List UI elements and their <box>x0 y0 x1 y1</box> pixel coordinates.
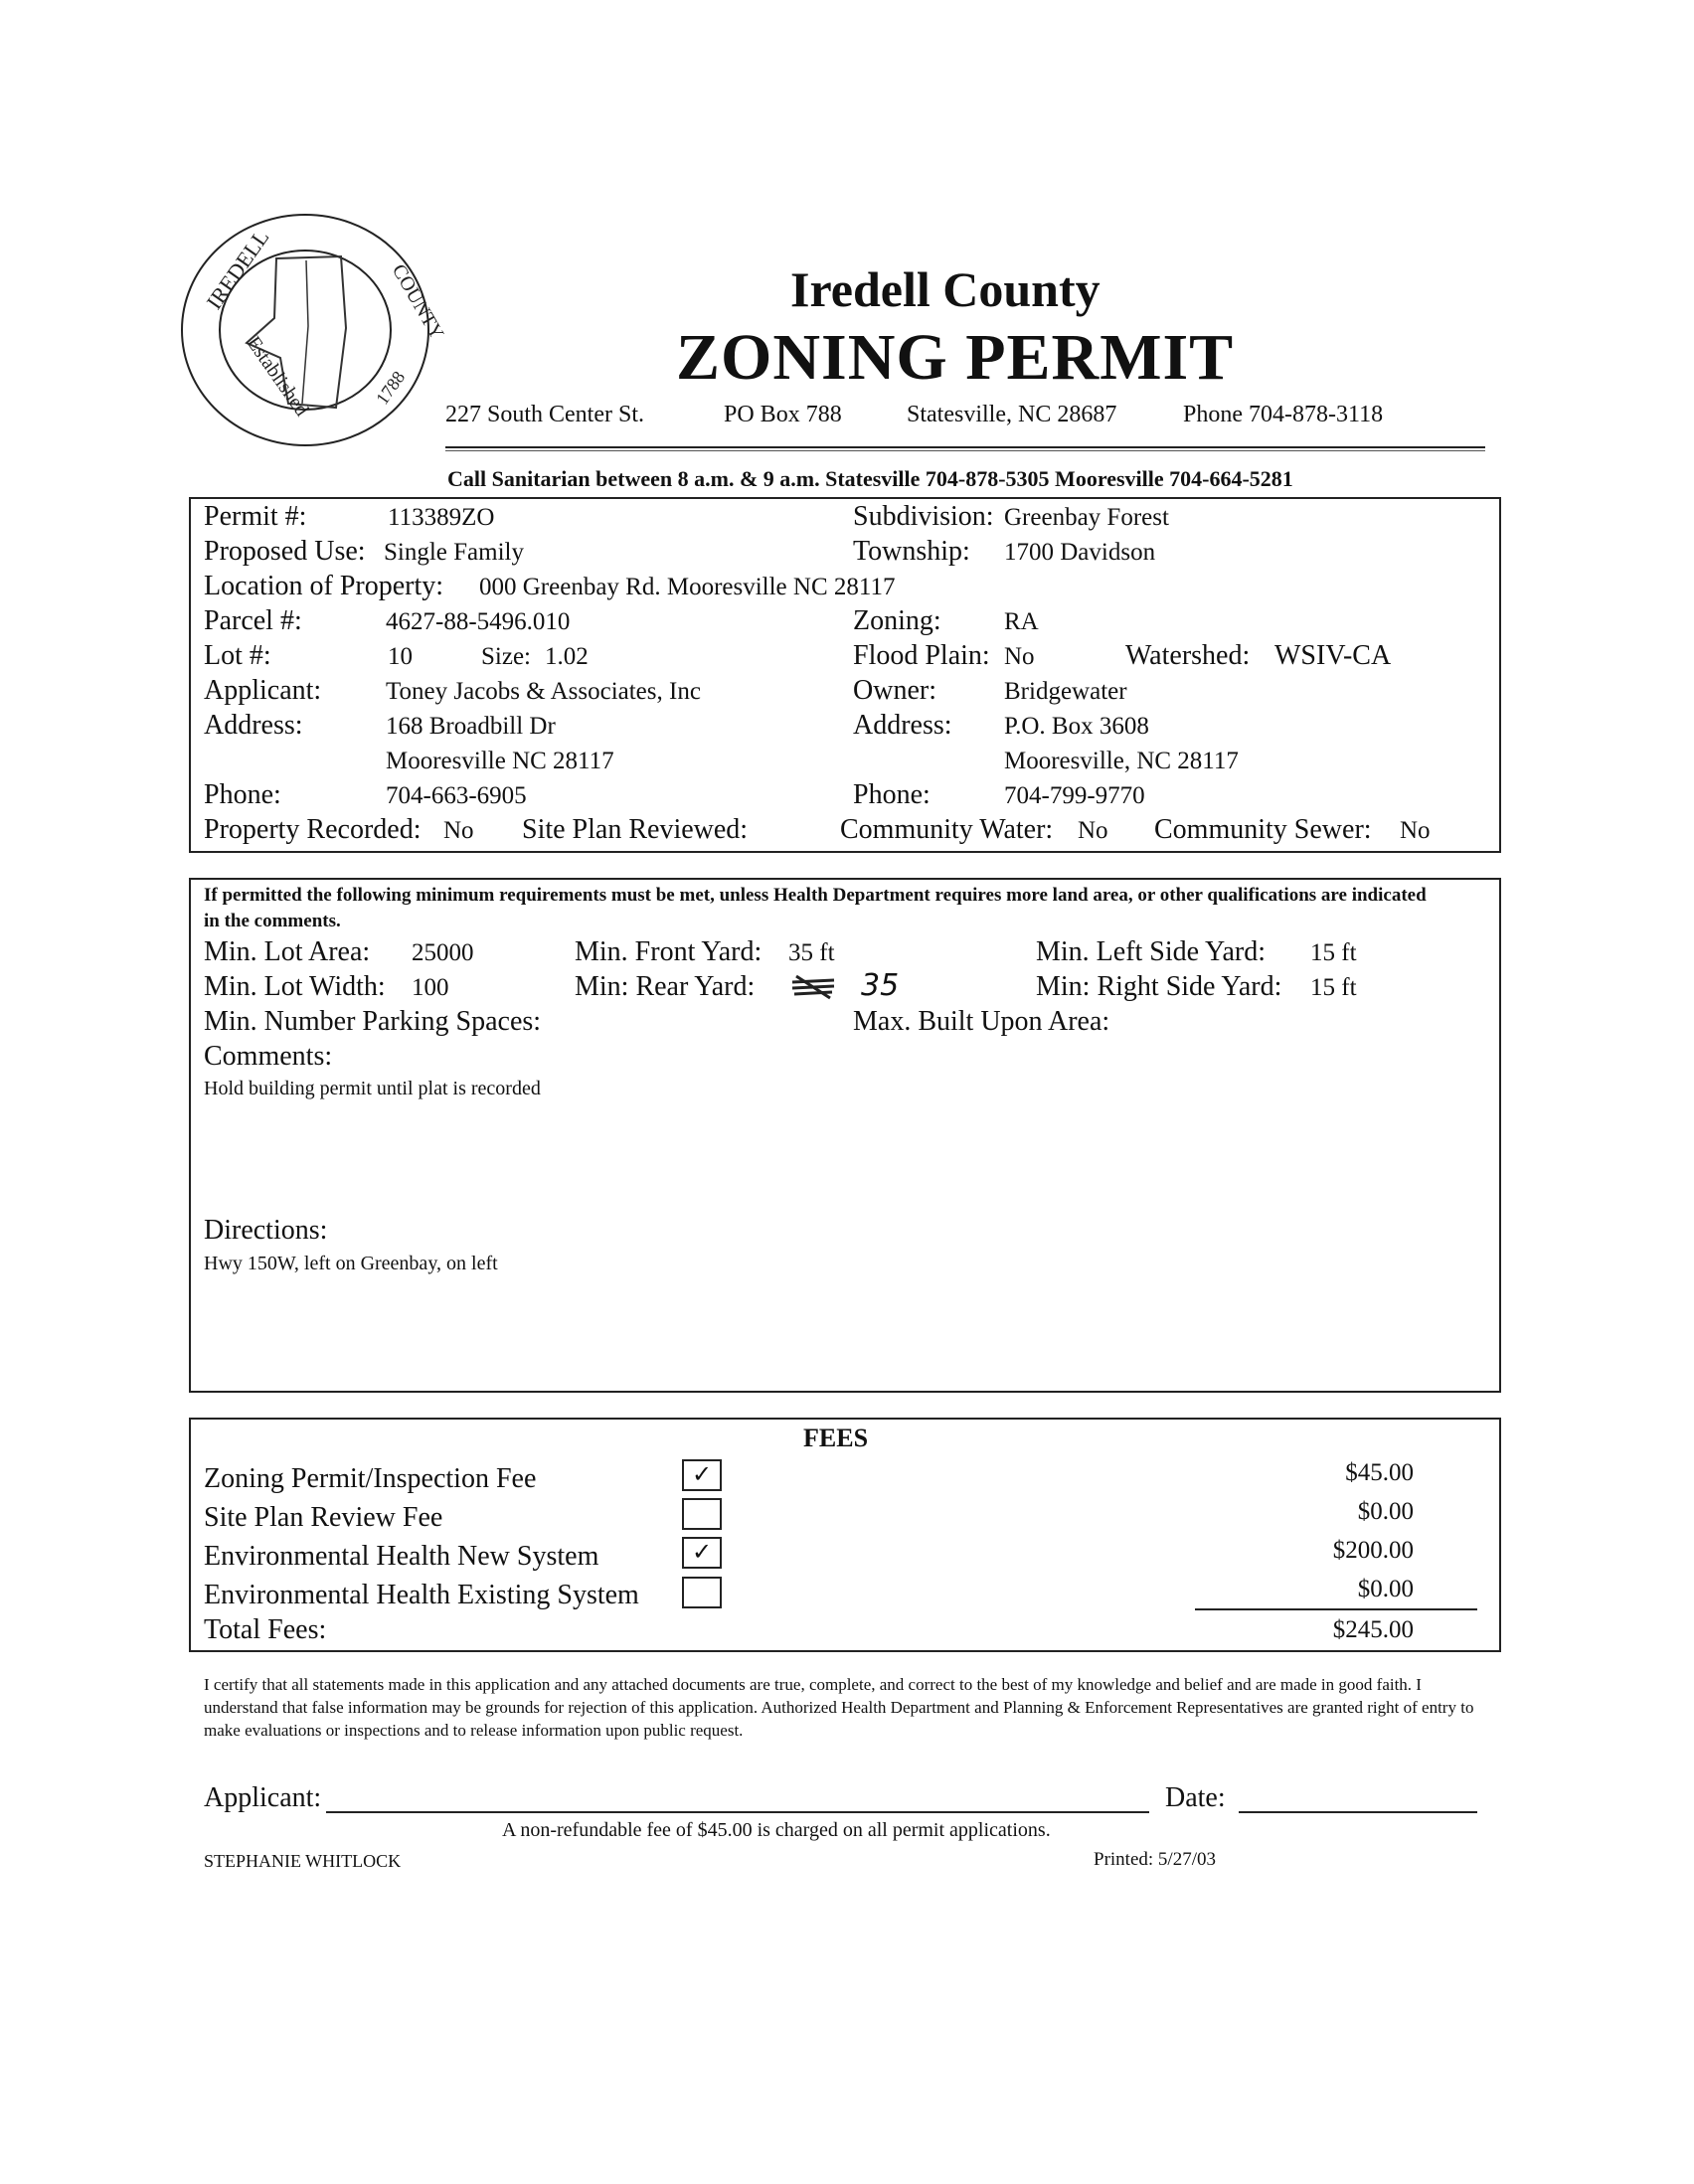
fee-site-plan-label: Site Plan Review Fee <box>204 1502 443 1533</box>
applicant-label: Applicant: <box>204 675 322 706</box>
min-rear-yard-label: Min: Rear Yard: <box>575 971 756 1002</box>
header-divider-thin <box>445 450 1485 451</box>
min-left-side-yard-label: Min. Left Side Yard: <box>1036 936 1266 967</box>
flood-plain-label: Flood Plain: <box>853 640 990 671</box>
fees-title: FEES <box>803 1424 869 1452</box>
site-plan-reviewed-label: Site Plan Reviewed: <box>522 814 749 845</box>
min-lot-area-label: Min. Lot Area: <box>204 936 371 967</box>
total-fees-label: Total Fees: <box>204 1614 327 1645</box>
size-value: 1.02 <box>545 643 589 670</box>
watershed-value: WSIV-CA <box>1274 640 1392 671</box>
printed-date: Printed: 5/27/03 <box>1094 1849 1216 1870</box>
clerk-name: STEPHANIE WHITLOCK <box>204 1851 402 1871</box>
location-label: Location of Property: <box>204 571 444 601</box>
min-lot-area-value: 25000 <box>412 939 474 966</box>
max-built-upon-area-label: Max. Built Upon Area: <box>853 1006 1110 1037</box>
min-rear-yard-value-handwritten: 35 <box>861 968 900 1003</box>
min-lot-width-label: Min. Lot Width: <box>204 971 386 1002</box>
property-recorded-label: Property Recorded: <box>204 814 422 845</box>
directions-label: Directions: <box>204 1215 328 1246</box>
fee-zoning-label: Zoning Permit/Inspection Fee <box>204 1463 537 1494</box>
min-front-yard-value: 35 ft <box>788 939 835 966</box>
rear-yard-strikeout-mark <box>790 968 840 1002</box>
directions-value: Hwy 150W, left on Greenbay, on left <box>204 1253 498 1274</box>
fee-zoning-amount: $45.00 <box>1345 1459 1414 1486</box>
applicant-address-line1: 168 Broadbill Dr <box>386 713 556 740</box>
office-po-box: PO Box 788 <box>724 402 842 427</box>
proposed-use-value: Single Family <box>384 539 524 566</box>
applicant-signature-line[interactable] <box>326 1811 1149 1813</box>
county-seal-logo <box>177 209 448 451</box>
parcel-value: 4627-88-5496.010 <box>386 608 571 635</box>
fee-env-new-amount: $200.00 <box>1332 1537 1414 1564</box>
permit-number-label: Permit #: <box>204 501 307 532</box>
fee-env-existing-amount: $0.00 <box>1357 1576 1414 1602</box>
fee-site-plan-checkbox[interactable] <box>682 1498 722 1530</box>
min-right-side-yard-value: 15 ft <box>1310 974 1357 1001</box>
applicant-signature-label: Applicant: <box>204 1782 322 1813</box>
size-label: Size: <box>481 643 531 670</box>
date-line[interactable] <box>1239 1811 1477 1813</box>
proposed-use-label: Proposed Use: <box>204 536 366 567</box>
call-sanitarian-note: Call Sanitarian between 8 a.m. & 9 a.m. Statesville 704-878-5305 Mooresville 704-664-5281 <box>447 466 1293 491</box>
fee-env-existing-checkbox[interactable] <box>682 1577 722 1608</box>
office-address: 227 South Center St. <box>445 402 645 427</box>
fee-env-new-checkbox[interactable]: ✓ <box>682 1537 722 1569</box>
location-value: 000 Greenbay Rd. Mooresville NC 28117 <box>479 574 896 600</box>
fee-env-new-label: Environmental Health New System <box>204 1541 599 1572</box>
township-value: 1700 Davidson <box>1004 539 1156 566</box>
office-phone: Phone 704-878-3118 <box>1183 402 1384 427</box>
subdivision-label: Subdivision: <box>853 501 994 532</box>
community-water-label: Community Water: <box>840 814 1054 845</box>
certification-statement: I certify that all statements made in this application and any attached documents are true, complete, and correct to the best of my knowledge and belief and are made in good faith. I understand that false information may be grounds for rejection of this application. Authorized Health Department and Planning & Enforcement Representatives are granted right of entry to make evaluations or inspections and to release information upon public request. <box>204 1675 1474 1740</box>
community-sewer-value: No <box>1400 817 1431 844</box>
header-divider <box>445 446 1485 448</box>
township-label: Township: <box>853 536 970 567</box>
owner-phone-value: 704-799-9770 <box>1004 782 1145 809</box>
community-sewer-label: Community Sewer: <box>1154 814 1372 845</box>
watershed-label: Watershed: <box>1125 640 1251 671</box>
parcel-label: Parcel #: <box>204 605 302 636</box>
owner-address-label: Address: <box>853 710 952 741</box>
applicant-address-label: Address: <box>204 710 303 741</box>
fee-env-existing-label: Environmental Health Existing System <box>204 1580 639 1610</box>
date-label: Date: <box>1165 1782 1226 1813</box>
zoning-label: Zoning: <box>853 605 941 636</box>
requirements-intro: If permitted the following minimum requirements must be met, unless Health Department requires more land area, or other qualifications are indicated in the comments. <box>204 885 1427 931</box>
zoning-value: RA <box>1004 608 1039 635</box>
fees-subtotal-line <box>1195 1608 1477 1610</box>
comments-label: Comments: <box>204 1041 333 1072</box>
lot-label: Lot #: <box>204 640 271 671</box>
owner-address-line1: P.O. Box 3608 <box>1004 713 1149 740</box>
subdivision-value: Greenbay Forest <box>1004 504 1169 531</box>
total-fees-amount: $245.00 <box>1332 1616 1414 1643</box>
svg-text:Established: Established <box>242 332 313 420</box>
min-parking-spaces-label: Min. Number Parking Spaces: <box>204 1006 542 1037</box>
min-front-yard-label: Min. Front Yard: <box>575 936 762 967</box>
owner-label: Owner: <box>853 675 936 706</box>
office-city: Statesville, NC 28687 <box>907 402 1117 427</box>
svg-text:COUNTY: COUNTY <box>387 260 448 344</box>
applicant-phone-value: 704-663-6905 <box>386 782 527 809</box>
nonrefundable-fee-note: A non-refundable fee of $45.00 is charged on all permit applications. <box>502 1819 1051 1841</box>
applicant-address-line2: Mooresville NC 28117 <box>386 748 614 774</box>
owner-phone-label: Phone: <box>853 779 931 810</box>
property-recorded-value: No <box>443 817 474 844</box>
requirements-box <box>189 878 1501 1393</box>
min-lot-width-value: 100 <box>412 974 449 1001</box>
svg-text:1788: 1788 <box>372 367 410 409</box>
fee-site-plan-amount: $0.00 <box>1357 1498 1414 1525</box>
min-right-side-yard-label: Min: Right Side Yard: <box>1036 971 1282 1002</box>
comments-value: Hold building permit until plat is recorded <box>204 1078 541 1099</box>
owner-value: Bridgewater <box>1004 678 1127 705</box>
permit-number-value: 113389ZO <box>388 504 495 531</box>
svg-text:IREDELL: IREDELL <box>201 225 274 314</box>
owner-address-line2: Mooresville, NC 28117 <box>1004 748 1239 774</box>
applicant-value: Toney Jacobs & Associates, Inc <box>386 678 701 705</box>
fee-zoning-checkbox[interactable]: ✓ <box>682 1459 722 1491</box>
lot-value: 10 <box>388 643 413 670</box>
county-name: Iredell County <box>790 261 1101 317</box>
min-left-side-yard-value: 15 ft <box>1310 939 1357 966</box>
applicant-phone-label: Phone: <box>204 779 281 810</box>
flood-plain-value: No <box>1004 643 1035 670</box>
community-water-value: No <box>1078 817 1108 844</box>
page-title: ZONING PERMIT <box>676 321 1235 394</box>
